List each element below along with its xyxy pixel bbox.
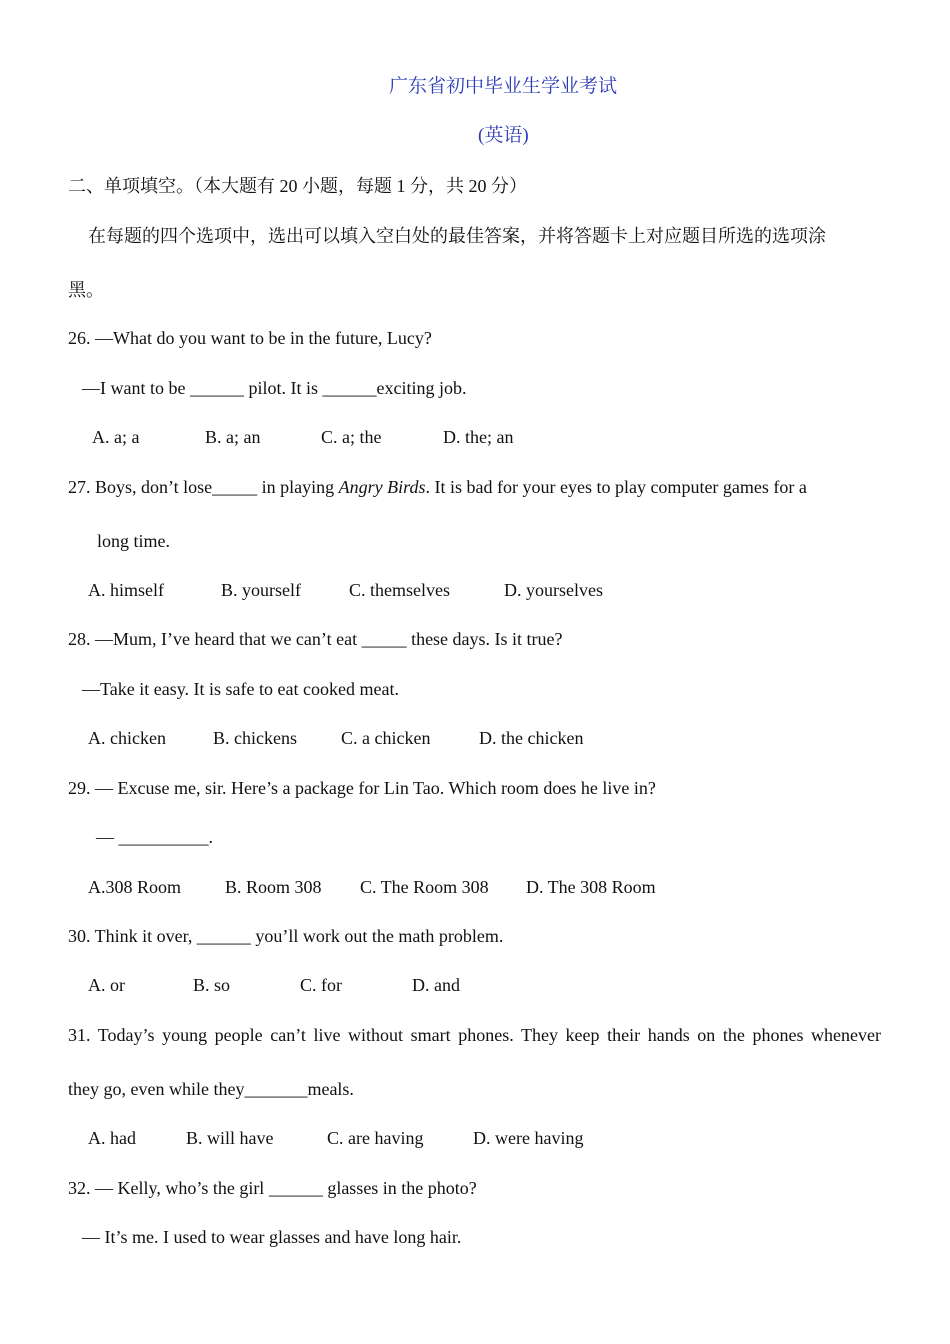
- question-26-reply: —I want to be ______ pilot. It is ______exciting job.: [82, 378, 467, 398]
- question-30-option-c[interactable]: C. for: [300, 975, 342, 995]
- question-31-option-b[interactable]: B. will have: [186, 1128, 274, 1148]
- question-29-option-b[interactable]: B. Room 308: [225, 877, 322, 897]
- question-31-option-c[interactable]: C. are having: [327, 1128, 424, 1148]
- question-27-option-a[interactable]: A. himself: [88, 580, 164, 600]
- question-30-option-d[interactable]: D. and: [412, 975, 460, 995]
- question-27-stem-continued: long time.: [97, 531, 170, 551]
- question-29-option-d[interactable]: D. The 308 Room: [526, 877, 656, 897]
- question-26-option-b[interactable]: B. a; an: [205, 427, 261, 447]
- question-28-reply: —Take it easy. It is safe to eat cooked meat.: [82, 679, 399, 699]
- section-instruction-line-1: 在每题的四个选项中，选出可以填入空白处的最佳答案，并将答题卡上对应题目所选的选项涂: [88, 226, 826, 246]
- question-31-option-a[interactable]: A. had: [88, 1128, 136, 1148]
- question-27-stem-text: 27. Boys, don’t lose_____ in playing: [68, 477, 339, 497]
- question-31-stem: 31. Today’s young people can’t live without smart phones. They keep their hands on the phones whenever: [68, 1025, 881, 1045]
- question-28-option-c[interactable]: C. a chicken: [341, 728, 431, 748]
- question-27-option-c[interactable]: C. themselves: [349, 580, 450, 600]
- question-29-stem: 29. — Excuse me, sir. Here’s a package for Lin Tao. Which room does he live in?: [68, 778, 656, 798]
- question-27-stem-text-end: . It is bad for your eyes to play computer games for a: [425, 477, 807, 497]
- question-27-game-title: Angry Birds: [338, 477, 426, 497]
- question-32-reply: — It’s me. I used to wear glasses and have long hair.: [82, 1227, 462, 1247]
- exam-subject: (英语): [478, 125, 529, 146]
- question-28-option-b[interactable]: B. chickens: [213, 728, 297, 748]
- question-27-option-d[interactable]: D. yourselves: [504, 580, 603, 600]
- section-heading: 二、单项填空。（本大题有 20 小题，每题 1 分，共 20 分）: [68, 176, 527, 196]
- question-26-option-a[interactable]: A. a; a: [92, 427, 140, 447]
- question-31-stem-continued: they go, even while they_______meals.: [68, 1079, 354, 1099]
- question-27-stem: [68, 476, 807, 498]
- question-28-stem: 28. —Mum, I’ve heard that we can’t eat _____ these days. Is it true?: [68, 629, 563, 649]
- question-30-option-a[interactable]: A. or: [88, 975, 125, 995]
- question-26-stem: 26. —What do you want to be in the future, Lucy?: [68, 328, 432, 348]
- question-27-option-b[interactable]: B. yourself: [221, 580, 301, 600]
- question-30-stem: 30. Think it over, ______ you’ll work out the math problem.: [68, 926, 504, 946]
- exam-title: 广东省初中毕业生学业考试: [389, 76, 618, 97]
- question-29-reply: — __________.: [96, 827, 213, 847]
- question-30-option-b[interactable]: B. so: [193, 975, 231, 995]
- question-26-option-c[interactable]: C. a; the: [321, 427, 382, 447]
- section-instruction-line-2: 黑。: [68, 280, 104, 300]
- question-29-option-c[interactable]: C. The Room 308: [360, 877, 489, 897]
- question-32-stem: 32. — Kelly, who’s the girl ______ glasses in the photo?: [68, 1178, 477, 1198]
- question-26-option-d[interactable]: D. the; an: [443, 427, 514, 447]
- question-29-option-a[interactable]: A.308 Room: [88, 877, 182, 897]
- question-31-option-d[interactable]: D. were having: [473, 1128, 584, 1148]
- question-28-option-d[interactable]: D. the chicken: [479, 728, 584, 748]
- question-28-option-a[interactable]: A. chicken: [88, 728, 166, 748]
